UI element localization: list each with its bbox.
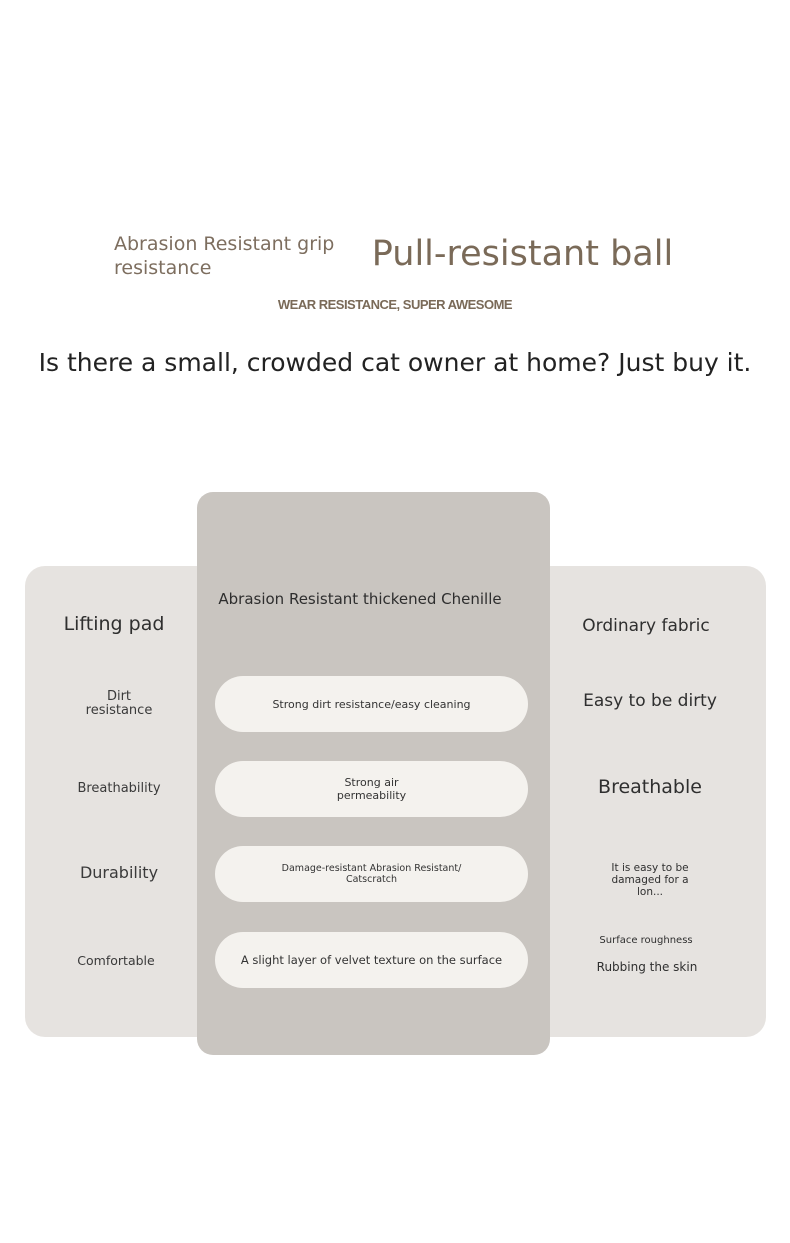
right-value-durability: It is easy to be damaged for a lon... <box>611 862 689 898</box>
right-value-breathability: Breathable <box>598 776 702 798</box>
right-column-title: Ordinary fabric <box>582 616 710 636</box>
row-label-comfortable: Comfortable <box>77 953 155 968</box>
row-label-breathability: Breathability <box>77 781 161 796</box>
center-pill-breathability <box>215 761 528 817</box>
center-pill-text: A slight layer of velvet texture on the surface <box>240 952 503 967</box>
center-column-title: Abrasion Resistant thickened Chenille <box>218 590 502 608</box>
center-pill-text: Damage-resistant Abrasion Resistant/ Catscratch <box>281 863 462 885</box>
subtitle: WEAR RESISTANCE, SUPER AWESOME <box>277 297 513 312</box>
center-pill-text: Strong air permeability <box>336 776 407 802</box>
right-value-comfortable-top: Surface roughness <box>599 935 693 946</box>
headline: Pull-resistant ball <box>365 226 680 282</box>
grip-resistance-text: Abrasion Resistant grip resistance <box>114 233 335 279</box>
center-pill-durability <box>215 846 528 902</box>
row-label-durability: Durability <box>79 863 159 882</box>
right-value-dirt: Easy to be dirty <box>583 691 717 711</box>
center-pill-dirt <box>215 676 528 732</box>
question-text: Is there a small, crowded cat owner at home? Just buy it. <box>38 348 752 377</box>
left-column-title: Lifting pad <box>63 613 165 635</box>
center-pill-text: Strong dirt resistance/easy cleaning <box>272 697 471 711</box>
right-value-comfortable: Rubbing the skin <box>596 960 698 974</box>
center-pill-comfortable <box>215 932 528 988</box>
row-label-dirt: Dirt resistance <box>85 689 153 718</box>
